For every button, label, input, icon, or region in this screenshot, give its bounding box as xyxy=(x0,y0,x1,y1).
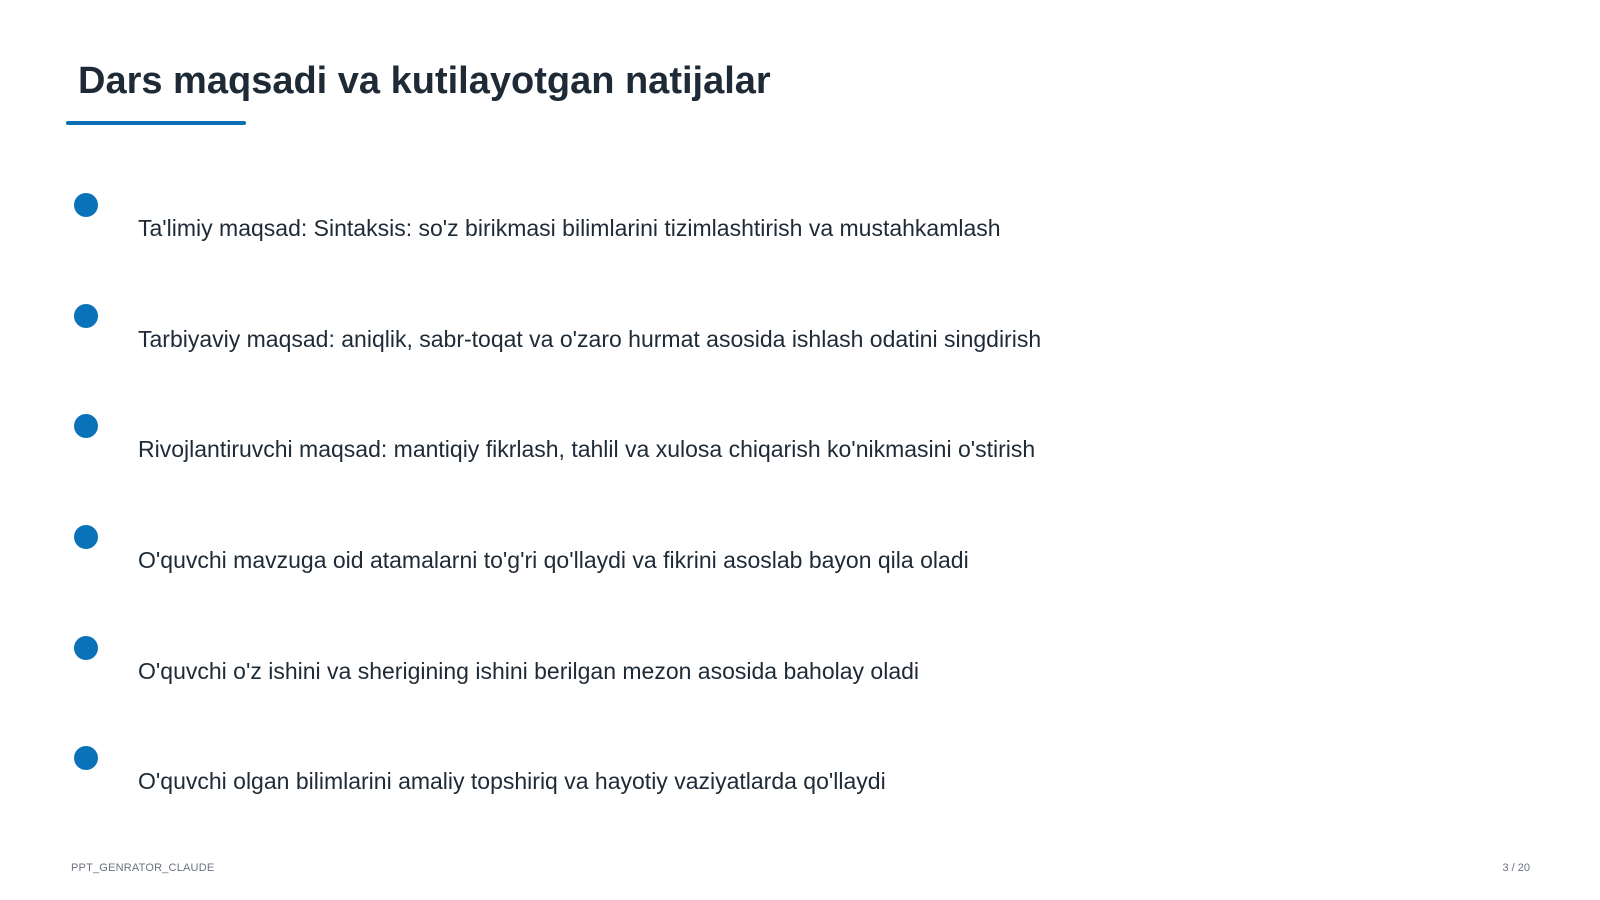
bullet-dot-icon xyxy=(74,636,98,660)
bullet-item xyxy=(0,636,1500,726)
bullet-item xyxy=(0,525,1500,615)
bullet-text: Ta'limiy maqsad: Sintaksis: so'z birikmasi bilimlarini tizimlashtirish va mustahkamlash xyxy=(138,215,1001,241)
slide-title: Dars maqsadi va kutilayotgan natijalar xyxy=(78,60,771,102)
bullet-text: Rivojlantiruvchi maqsad: mantiqiy fikrlash, tahlil va xulosa chiqarish ko'nikmasini o'stirish xyxy=(138,436,1036,462)
bullet-item xyxy=(0,193,1500,283)
bullet-item xyxy=(0,746,1500,836)
bullet-text: O'quvchi mavzuga oid atamalarni to'g'ri qo'llaydi va fikrini asoslab bayon qila oladi xyxy=(138,547,969,573)
bullet-dot-icon xyxy=(74,746,98,770)
bullet-dot-icon xyxy=(74,193,98,217)
bullet-text: Tarbiyaviy maqsad: aniqlik, sabr-toqat va o'zaro hurmat asosida ishlash odatini singdirish xyxy=(138,326,1042,352)
bullet-dot-icon xyxy=(74,525,98,549)
bullet-text: O'quvchi o'z ishini va sherigining ishini berilgan mezon asosida baholay oladi xyxy=(138,658,920,684)
bullet-text: O'quvchi olgan bilimlarini amaliy topshiriq va hayotiy vaziyatlarda qo'llaydi xyxy=(138,768,886,794)
page-indicator: 3 / 20 xyxy=(1502,862,1530,874)
bullet-item xyxy=(0,304,1500,394)
bullet-dot-icon xyxy=(74,304,98,328)
bullet-dot-icon xyxy=(74,414,98,438)
bullet-item xyxy=(0,414,1500,504)
footer-label: PPT_GENRATOR_CLAUDE xyxy=(71,862,215,874)
